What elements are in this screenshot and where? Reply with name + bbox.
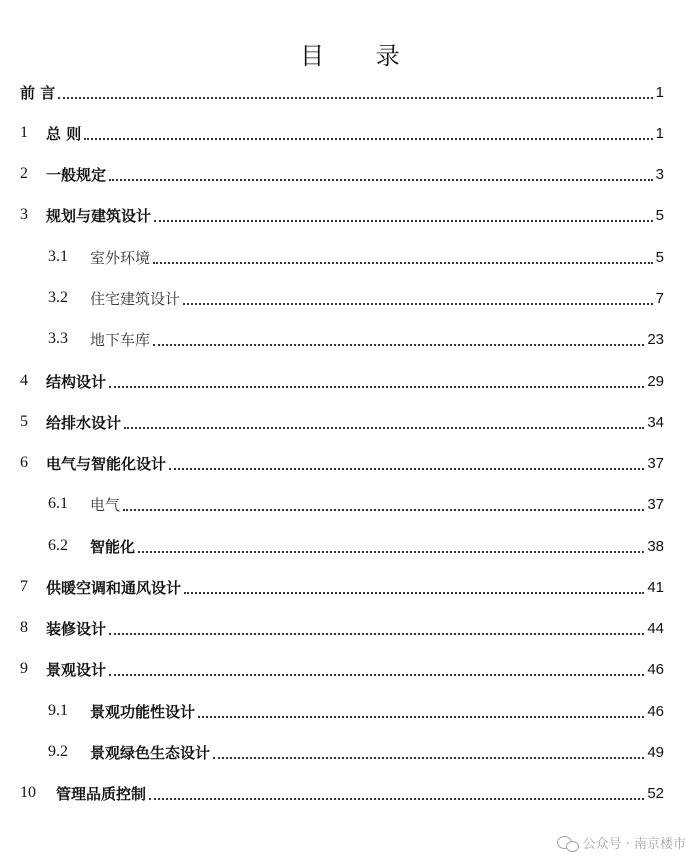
toc-entry-9[interactable]	[20, 657, 664, 681]
toc-entry-number: 2	[20, 165, 28, 182]
toc-entry-page: 1	[655, 83, 664, 101]
toc-entry-number: 10	[20, 784, 36, 801]
toc-entry-number: 8	[20, 619, 28, 636]
toc-entry-6[interactable]	[20, 451, 664, 475]
toc-entry-label: 地下车库	[90, 330, 151, 349]
toc-entry-preface[interactable]	[20, 80, 664, 104]
watermark	[557, 833, 686, 852]
toc-entry-page: 37	[647, 495, 664, 513]
toc-entry-page: 23	[647, 330, 664, 348]
toc-entry-page: 44	[647, 619, 664, 637]
leader-dots	[109, 386, 644, 388]
leader-dots	[58, 97, 652, 99]
toc-entry-number: 3.3	[48, 330, 68, 347]
toc-entry-number: 9	[20, 660, 28, 677]
leader-dots	[109, 633, 644, 635]
toc-entry-1[interactable]	[20, 121, 664, 145]
toc-entry-9-1[interactable]	[48, 699, 664, 723]
toc-entry-5[interactable]	[20, 410, 664, 434]
toc-entry-number: 1	[20, 124, 28, 141]
toc-entry-3-2[interactable]	[48, 286, 664, 310]
toc-entry-label: 总 则	[46, 124, 82, 143]
leader-dots	[184, 592, 644, 594]
leader-dots	[109, 179, 653, 181]
toc-entry-number: 4	[20, 372, 28, 389]
leader-dots	[169, 468, 644, 470]
toc-entry-2[interactable]	[20, 162, 664, 186]
toc-entry-label: 景观功能性设计	[90, 702, 196, 721]
toc-entry-number: 6	[20, 454, 28, 471]
toc-entry-label: 给排水设计	[46, 413, 122, 432]
toc-entry-page: 34	[647, 413, 664, 431]
leader-dots	[124, 427, 644, 429]
toc-entry-label: 住宅建筑设计	[90, 289, 181, 308]
toc-entry-page: 5	[655, 206, 664, 224]
toc-entry-label: 装修设计	[46, 619, 107, 638]
toc-entry-number: 7	[20, 578, 28, 595]
toc-entry-4[interactable]	[20, 369, 664, 393]
leader-dots	[183, 303, 653, 305]
leader-dots	[213, 757, 644, 759]
toc-entry-7[interactable]	[20, 575, 664, 599]
leader-dots	[109, 674, 644, 676]
toc-entry-label: 景观设计	[46, 660, 107, 679]
toc-entry-page: 46	[647, 702, 664, 720]
toc-entry-3[interactable]	[20, 203, 664, 227]
toc-entry-10[interactable]	[20, 781, 664, 805]
toc-entry-page: 3	[655, 165, 664, 183]
wechat-icon	[557, 835, 579, 851]
toc-entry-label: 智能化	[90, 537, 136, 556]
toc-title: 目 录	[300, 42, 422, 70]
toc-entry-label: 一般规定	[46, 165, 107, 184]
toc-entry-label: 管理品质控制	[56, 784, 147, 803]
toc-entry-8[interactable]	[20, 616, 664, 640]
toc-entry-label: 供暖空调和通风设计	[46, 578, 182, 597]
leader-dots	[84, 138, 652, 140]
leader-dots	[153, 262, 653, 264]
toc-entry-number: 6.1	[48, 495, 68, 512]
leader-dots	[138, 551, 644, 553]
toc-entry-6-2[interactable]	[48, 534, 664, 558]
toc-entry-number: 5	[20, 413, 28, 430]
toc-entry-number: 9.1	[48, 702, 68, 719]
toc-entry-3-1[interactable]	[48, 245, 664, 269]
toc-entry-label: 室外环境	[90, 248, 151, 267]
toc-entry-page: 41	[647, 578, 664, 596]
watermark-text: 公众号 · 南京楼市	[582, 837, 686, 852]
toc-entry-page: 37	[647, 454, 664, 472]
toc-entry-page: 7	[655, 289, 664, 307]
toc-entry-page: 52	[647, 784, 664, 802]
toc-entry-page: 38	[647, 537, 664, 555]
toc-entry-number: 6.2	[48, 537, 68, 554]
toc-entry-page: 49	[647, 743, 664, 761]
toc-entry-page: 1	[655, 124, 664, 142]
toc-entry-9-2[interactable]	[48, 740, 664, 764]
toc-entry-label: 景观绿色生态设计	[90, 743, 211, 762]
toc-entry-3-3[interactable]	[48, 327, 664, 351]
toc-entry-page: 46	[647, 660, 664, 678]
toc-entry-page: 29	[647, 372, 664, 390]
toc-entry-page: 5	[655, 248, 664, 266]
toc-entry-number: 3	[20, 206, 28, 223]
toc-entry-label: 前 言	[20, 83, 56, 102]
leader-dots	[153, 344, 644, 346]
toc-entry-label: 结构设计	[46, 372, 107, 391]
toc-entry-number: 3.1	[48, 248, 68, 265]
toc-entry-label: 电气	[90, 495, 121, 514]
toc-entry-6-1[interactable]	[48, 492, 664, 516]
toc-entry-label: 电气与智能化设计	[46, 454, 167, 473]
leader-dots	[154, 220, 653, 222]
toc-entry-number: 9.2	[48, 743, 68, 760]
leader-dots	[198, 716, 644, 718]
leader-dots	[149, 798, 644, 800]
toc-entry-number: 3.2	[48, 289, 68, 306]
toc-entry-label: 规划与建筑设计	[46, 206, 152, 225]
leader-dots	[123, 509, 644, 511]
